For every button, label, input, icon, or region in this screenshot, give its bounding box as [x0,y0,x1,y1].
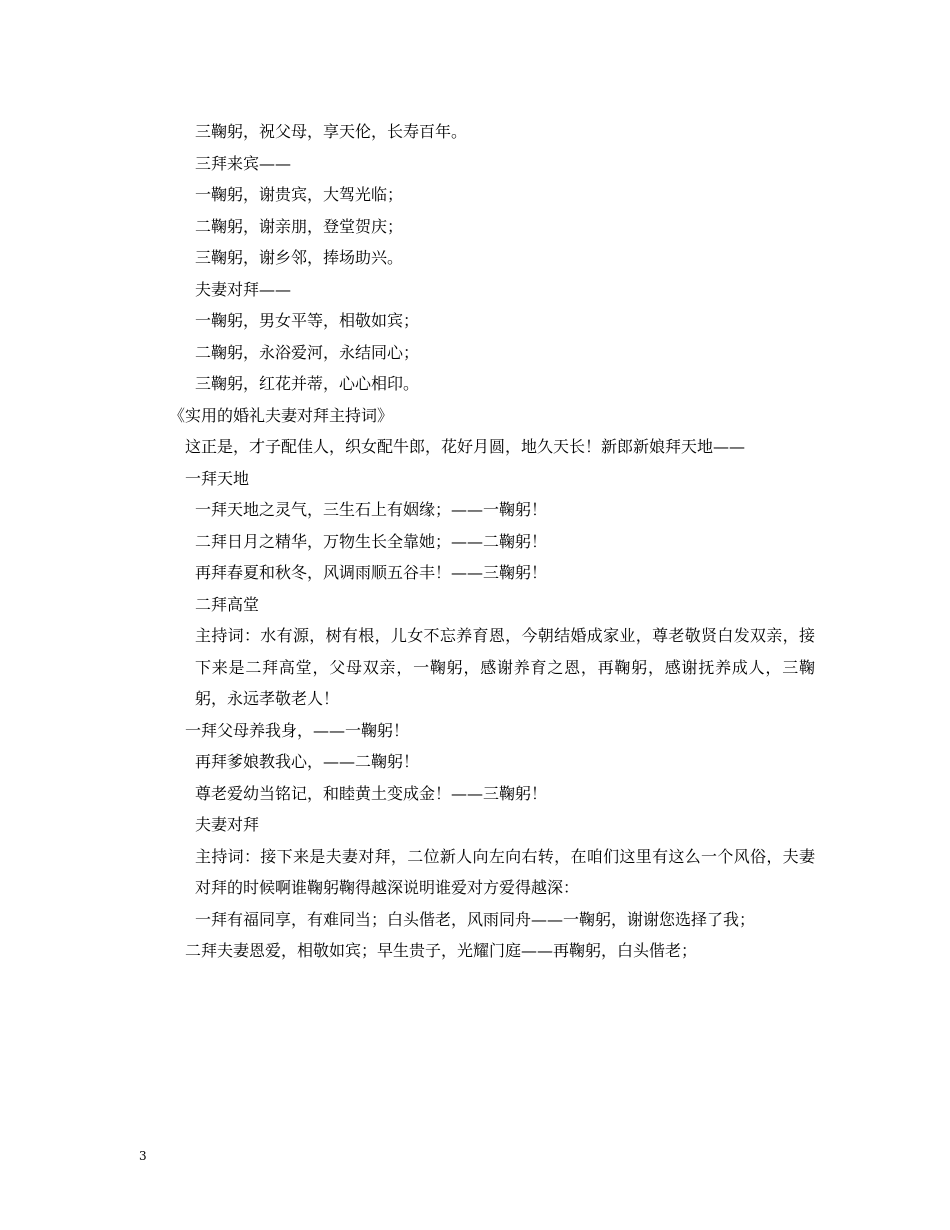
text-line: 三鞠躬，祝父母，享天伦，长寿百年。 [195,122,468,141]
text-line: 三鞠躬，谢乡邻，捧场助兴。 [195,248,404,267]
text-line: 二鞠躬，谢亲朋，登堂贺庆； [195,216,404,236]
text-line: 夫妻对拜—— [195,279,292,299]
text-line: 二拜日月之精华，万物生长全靠她；——二鞠躬！ [195,531,548,551]
text-line: 一拜天地之灵气，三生石上有姻缘；——一鞠躬！ [195,500,548,519]
text-line: 一鞠躬，男女平等，相敬如宾； [195,311,420,330]
text-line: 再拜爹娘教我心，——二鞠躬！ [195,752,420,771]
document-title-line: 《实用的婚礼夫妻对拜主持词》 [169,405,394,425]
paragraph: 一拜有福同享，有难同当；白头偕老，风雨同舟——一鞠躬，谢谢您选择了我； [195,909,756,929]
paragraph: 主持词：接下来是夫妻对拜，二位新人向左向右转，在咱们这里有这么一个风俗，夫妻对拜的时候啊谁鞠躬鞠得越深说明谁爱对方爱得越深： [195,846,815,897]
document-body [139,116,815,967]
section-heading: 夫妻对拜 [195,815,260,834]
text-line: 再拜春夏和秋冬，风调雨顺五谷丰！——三鞠躬！ [195,563,548,582]
text-line: 二鞠躬，永浴爱河，永结同心； [195,342,420,362]
paragraph: 主持词：水有源，树有根，儿女不忘养育恩，今朝结婚成家业，尊老敬贤白发双亲，接下来是二拜高堂，父母双亲，一鞠躬，感谢养育之恩，再鞠躬，感谢抚养成人，三鞠躬，永远孝敬老人！ [195,626,815,708]
text-line: 尊老爱幼当铭记，和睦黄土变成金！——三鞠躬！ [195,783,548,803]
section-heading: 一拜天地 [185,468,250,488]
text-line: 二拜夫妻恩爱，相敬如宾；早生贵子，光耀门庭——再鞠躬，白头偕老； [185,941,698,960]
text-line: 三鞠躬，红花并蒂，心心相印。 [195,374,420,393]
text-line: 一拜父母养我身，——一鞠躬！ [185,720,410,740]
text-line: 三拜来宾—— [195,153,292,173]
paragraph: 这正是，才子配佳人，织女配牛郎，花好月圆，地久天长！新郎新娘拜天地—— [185,437,746,456]
section-heading: 二拜高堂 [195,594,260,614]
text-line: 一鞠躬，谢贵宾，大驾光临； [195,185,404,204]
page-number: 3 [139,1149,147,1163]
